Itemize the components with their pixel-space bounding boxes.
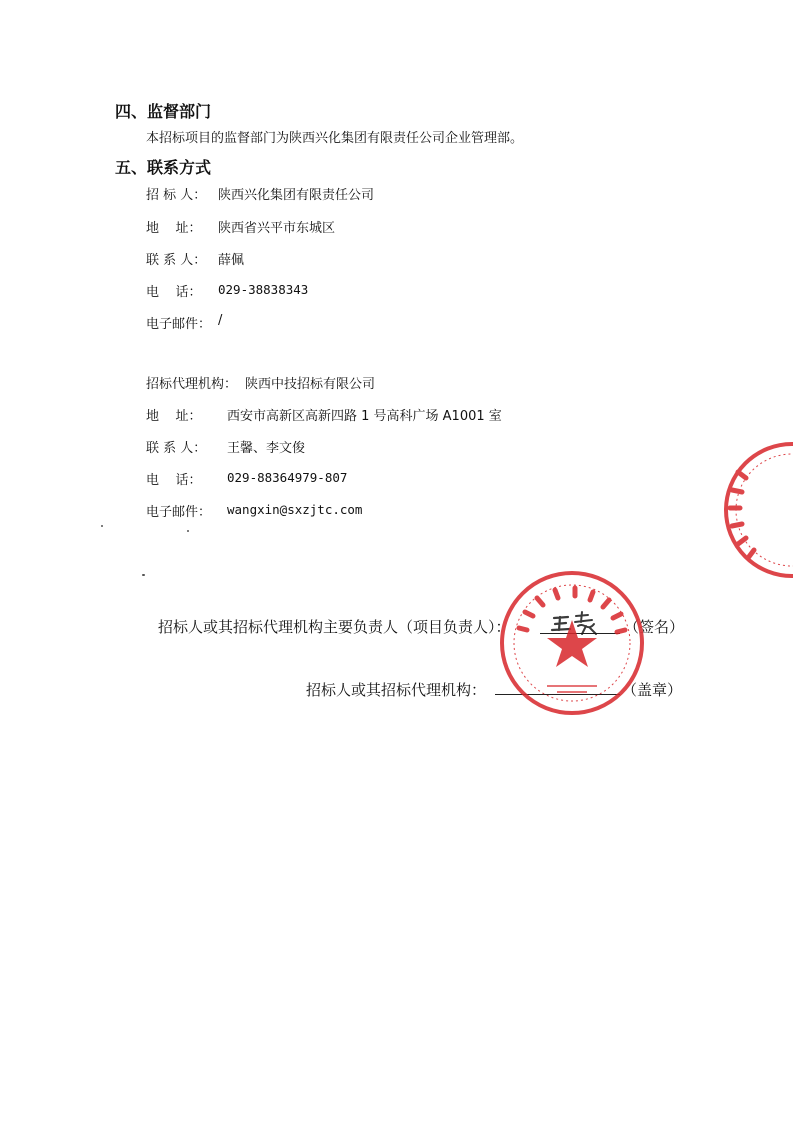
tenderer-contact-label: 联 系 人： <box>146 253 207 268</box>
agency-address-value: 西安市高新区高新四路 1 号高科广场 A1001 室 <box>227 409 502 424</box>
section5-title: 五、联系方式 <box>115 158 212 177</box>
agency-phone-value: 029-88364979-807 <box>227 470 348 485</box>
seal-line-text: 招标人或其招标代理机构： <box>306 681 487 699</box>
scan-speck <box>142 574 145 576</box>
tenderer-address-value: 陕西省兴平市东城区 <box>218 221 336 236</box>
section4-title: 四、监督部门 <box>115 102 212 121</box>
tenderer-contact-value: 薛佩 <box>218 253 245 268</box>
scan-speck <box>101 525 103 527</box>
agency-contact-value: 王馨、李文俊 <box>227 441 306 456</box>
tenderer-phone-label: 电 话： <box>146 285 202 300</box>
signature-line-text: 招标人或其招标代理机构主要负责人（项目负责人）： <box>158 618 511 636</box>
tenderer-label: 招 标 人： <box>146 188 207 203</box>
signature-suffix: （签名） <box>624 618 685 636</box>
seal-suffix: （盖章） <box>622 681 683 699</box>
scan-speck <box>187 530 189 532</box>
company-seal-stamp <box>497 568 647 718</box>
agency-email-value: wangxin@sxzjtc.com <box>227 502 363 517</box>
section4-text: 本招标项目的监督部门为陕西兴化集团有限责任公司企业管理部。 <box>146 131 524 146</box>
tenderer-phone-value: 029-38838343 <box>218 282 309 297</box>
agency-value: 陕西中技招标有限公司 <box>245 377 376 392</box>
tenderer-address-label: 地 址： <box>146 221 202 236</box>
seam-seal-stamp <box>712 440 793 580</box>
tenderer-value: 陕西兴化集团有限责任公司 <box>218 188 375 203</box>
tenderer-email-value: / <box>218 313 223 328</box>
agency-email-label: 电子邮件： <box>146 505 212 520</box>
agency-label: 招标代理机构： <box>146 377 238 392</box>
agency-phone-label: 电 话： <box>146 473 202 488</box>
tenderer-email-label: 电子邮件： <box>146 317 212 332</box>
agency-contact-label: 联 系 人： <box>146 441 207 456</box>
agency-address-label: 地 址： <box>146 409 202 424</box>
